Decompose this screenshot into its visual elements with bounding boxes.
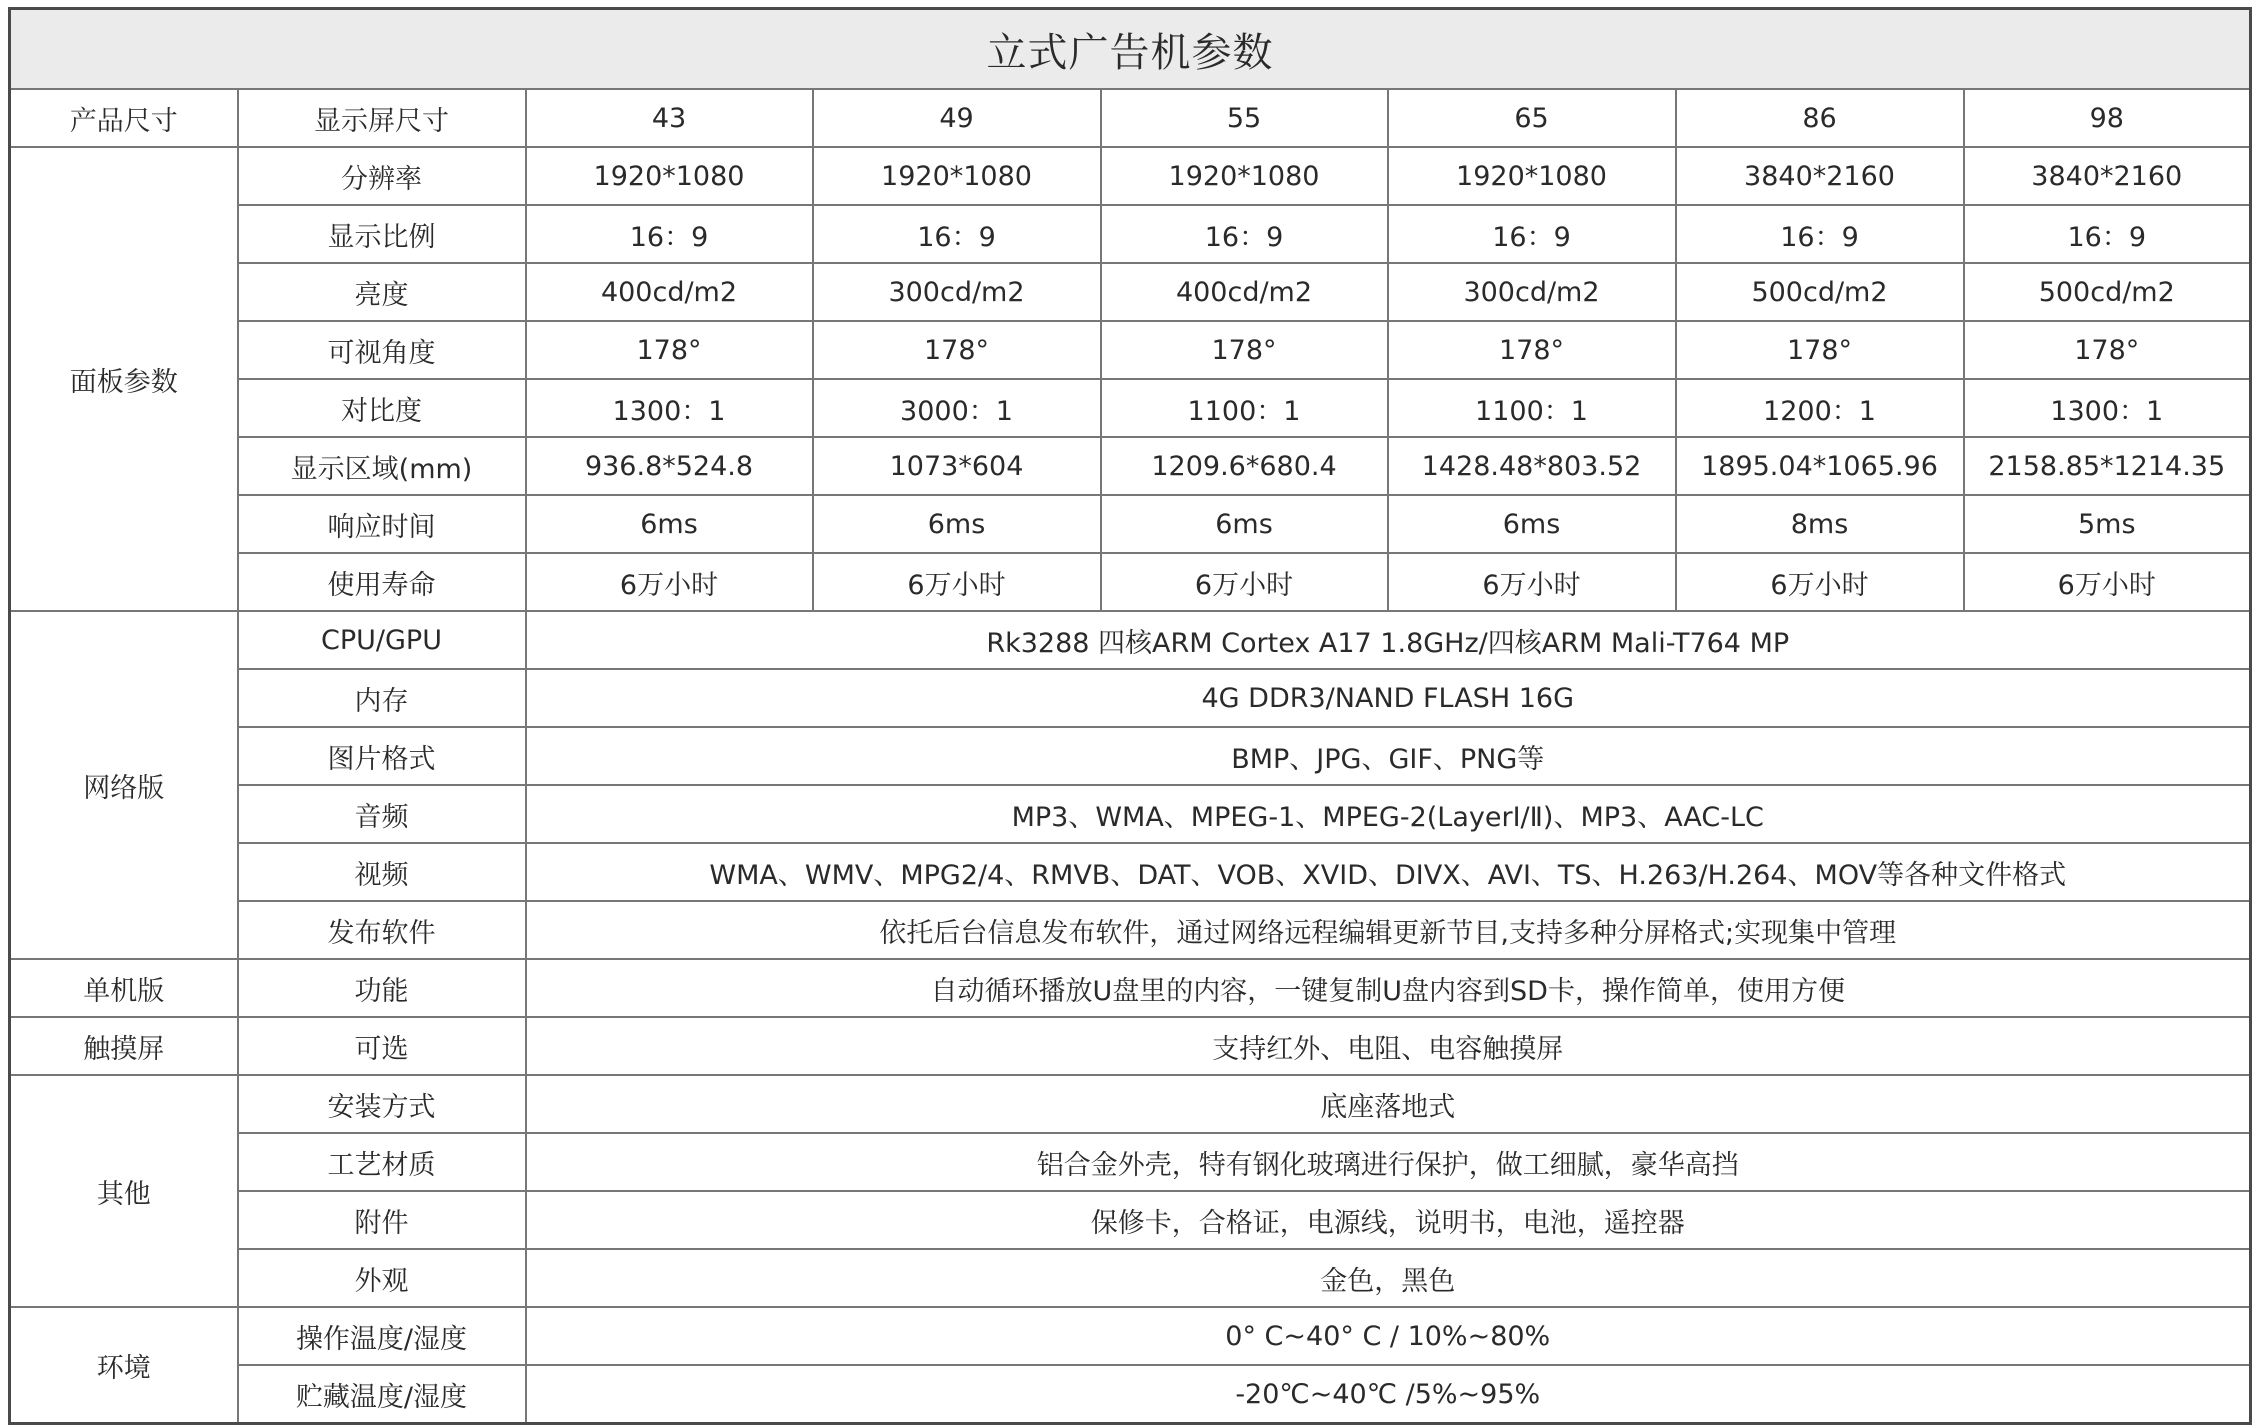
cell-value: 6万小时: [1676, 553, 1964, 611]
cell-value: MP3、WMA、MPEG-1、MPEG-2(LayerI/Ⅱ)、MP3、AAC-LC: [526, 785, 2251, 843]
cell-value: 1300：1: [526, 379, 813, 437]
cell-value: 保修卡，合格证，电源线，说明书，电池，遥控器: [526, 1191, 2251, 1249]
cell-value: 1073*604: [813, 437, 1101, 495]
row-label: 安装方式: [238, 1075, 526, 1133]
table-row: [10, 205, 2251, 263]
cell-value: 依托后台信息发布软件，通过网络远程编辑更新节目,支持多种分屏格式;实现集中管理: [526, 901, 2251, 959]
row-label: 外观: [238, 1249, 526, 1307]
cell-value: 3840*2160: [1964, 147, 2251, 205]
cell-value: 0° C~40° C / 10%~80%: [526, 1307, 2251, 1365]
row-label: 可视角度: [238, 321, 526, 379]
cell-value: 16：9: [813, 205, 1101, 263]
row-label: 图片格式: [238, 727, 526, 785]
cell-value: 400cd/m2: [1101, 263, 1388, 321]
row-label: 对比度: [238, 379, 526, 437]
table-row: [10, 1133, 2251, 1191]
cell-value: 3000：1: [813, 379, 1101, 437]
cell-value: 4G DDR3/NAND FLASH 16G: [526, 669, 2251, 727]
cell-value: 16：9: [1964, 205, 2251, 263]
cell-value: Rk3288 四核ARM Cortex A17 1.8GHz/四核ARM Mali-T764 MP: [526, 611, 2251, 669]
header-size-86: 86: [1676, 89, 1964, 147]
header-size-43: 43: [526, 89, 813, 147]
cell-value: 300cd/m2: [813, 263, 1101, 321]
cell-value: 178°: [1388, 321, 1676, 379]
cell-value: 1209.6*680.4: [1101, 437, 1388, 495]
cell-value: 8ms: [1676, 495, 1964, 553]
cell-value: 16：9: [1101, 205, 1388, 263]
table-row: [10, 1249, 2251, 1307]
cell-value: 936.8*524.8: [526, 437, 813, 495]
cell-value: 6万小时: [1964, 553, 2251, 611]
cell-value: -20℃~40℃ /5%~95%: [526, 1365, 2251, 1424]
header-size-65: 65: [1388, 89, 1676, 147]
row-label: 使用寿命: [238, 553, 526, 611]
cell-value: 500cd/m2: [1964, 263, 2251, 321]
row-label: 功能: [238, 959, 526, 1017]
row-label: 显示比例: [238, 205, 526, 263]
group-environment: 环境: [10, 1307, 238, 1424]
header-size-55: 55: [1101, 89, 1388, 147]
row-label: 分辨率: [238, 147, 526, 205]
row-label: CPU/GPU: [238, 611, 526, 669]
table-row: [10, 611, 2251, 669]
table-row: [10, 901, 2251, 959]
table-row: [10, 1307, 2251, 1365]
table-row: [10, 147, 2251, 205]
cell-value: 5ms: [1964, 495, 2251, 553]
cell-value: 1920*1080: [526, 147, 813, 205]
table-row: [10, 1017, 2251, 1075]
cell-value: 500cd/m2: [1676, 263, 1964, 321]
table-row: [10, 321, 2251, 379]
cell-value: 16：9: [1676, 205, 1964, 263]
cell-value: 6ms: [1388, 495, 1676, 553]
cell-value: 1428.48*803.52: [1388, 437, 1676, 495]
table-title: 立式广告机参数: [10, 9, 2251, 90]
cell-value: 6万小时: [1101, 553, 1388, 611]
table-row: [10, 1365, 2251, 1424]
table-row: [10, 437, 2251, 495]
cell-value: 1300：1: [1964, 379, 2251, 437]
cell-value: 300cd/m2: [1388, 263, 1676, 321]
table-row: [10, 495, 2251, 553]
cell-value: 6ms: [526, 495, 813, 553]
row-label: 操作温度/湿度: [238, 1307, 526, 1365]
cell-value: 支持红外、电阻、电容触摸屏: [526, 1017, 2251, 1075]
cell-value: 自动循环播放U盘里的内容，一键复制U盘内容到SD卡，操作简单，使用方便: [526, 959, 2251, 1017]
header-screen-size: 显示屏尺寸: [238, 89, 526, 147]
cell-value: 底座落地式: [526, 1075, 2251, 1133]
row-label: 附件: [238, 1191, 526, 1249]
cell-value: 6万小时: [813, 553, 1101, 611]
group-standalone: 单机版: [10, 959, 238, 1017]
cell-value: 1100：1: [1101, 379, 1388, 437]
cell-value: BMP、JPG、GIF、PNG等: [526, 727, 2251, 785]
cell-value: 178°: [526, 321, 813, 379]
table-row: [10, 727, 2251, 785]
cell-value: 178°: [1676, 321, 1964, 379]
table-row: [10, 959, 2251, 1017]
header-product-size: 产品尺寸: [10, 89, 238, 147]
spec-table: [8, 7, 2252, 1425]
table-row: [10, 669, 2251, 727]
cell-value: 6ms: [813, 495, 1101, 553]
row-label: 工艺材质: [238, 1133, 526, 1191]
cell-value: 6ms: [1101, 495, 1388, 553]
table-row: [10, 1075, 2251, 1133]
row-label: 可选: [238, 1017, 526, 1075]
cell-value: 2158.85*1214.35: [1964, 437, 2251, 495]
table-row: [10, 1191, 2251, 1249]
cell-value: 178°: [1964, 321, 2251, 379]
cell-value: 1895.04*1065.96: [1676, 437, 1964, 495]
table-row: [10, 553, 2251, 611]
header-size-49: 49: [813, 89, 1101, 147]
cell-value: 1920*1080: [1101, 147, 1388, 205]
cell-value: 1100：1: [1388, 379, 1676, 437]
table-row: [10, 785, 2251, 843]
cell-value: 1920*1080: [813, 147, 1101, 205]
row-label: 贮藏温度/湿度: [238, 1365, 526, 1424]
row-label: 发布软件: [238, 901, 526, 959]
header-size-98: 98: [1964, 89, 2251, 147]
cell-value: 金色，黑色: [526, 1249, 2251, 1307]
cell-value: 16：9: [1388, 205, 1676, 263]
group-other: 其他: [10, 1075, 238, 1307]
table-row: [10, 379, 2251, 437]
cell-value: 178°: [813, 321, 1101, 379]
group-panel-params: 面板参数: [10, 147, 238, 611]
cell-value: 16：9: [526, 205, 813, 263]
row-label: 显示区域(mm): [238, 437, 526, 495]
cell-value: 1920*1080: [1388, 147, 1676, 205]
table-row: [10, 263, 2251, 321]
row-label: 视频: [238, 843, 526, 901]
cell-value: 3840*2160: [1676, 147, 1964, 205]
cell-value: 铝合金外壳，特有钢化玻璃进行保护，做工细腻，豪华高挡: [526, 1133, 2251, 1191]
cell-value: 400cd/m2: [526, 263, 813, 321]
cell-value: 178°: [1101, 321, 1388, 379]
cell-value: 6万小时: [1388, 553, 1676, 611]
row-label: 音频: [238, 785, 526, 843]
group-touch: 触摸屏: [10, 1017, 238, 1075]
table-row: [10, 843, 2251, 901]
group-network: 网络版: [10, 611, 238, 959]
cell-value: WMA、WMV、MPG2/4、RMVB、DAT、VOB、XVID、DIVX、AVI、TS、H.263/H.264、MOV等各种文件格式: [526, 843, 2251, 901]
row-label: 响应时间: [238, 495, 526, 553]
row-label: 内存: [238, 669, 526, 727]
row-label: 亮度: [238, 263, 526, 321]
cell-value: 1200：1: [1676, 379, 1964, 437]
cell-value: 6万小时: [526, 553, 813, 611]
